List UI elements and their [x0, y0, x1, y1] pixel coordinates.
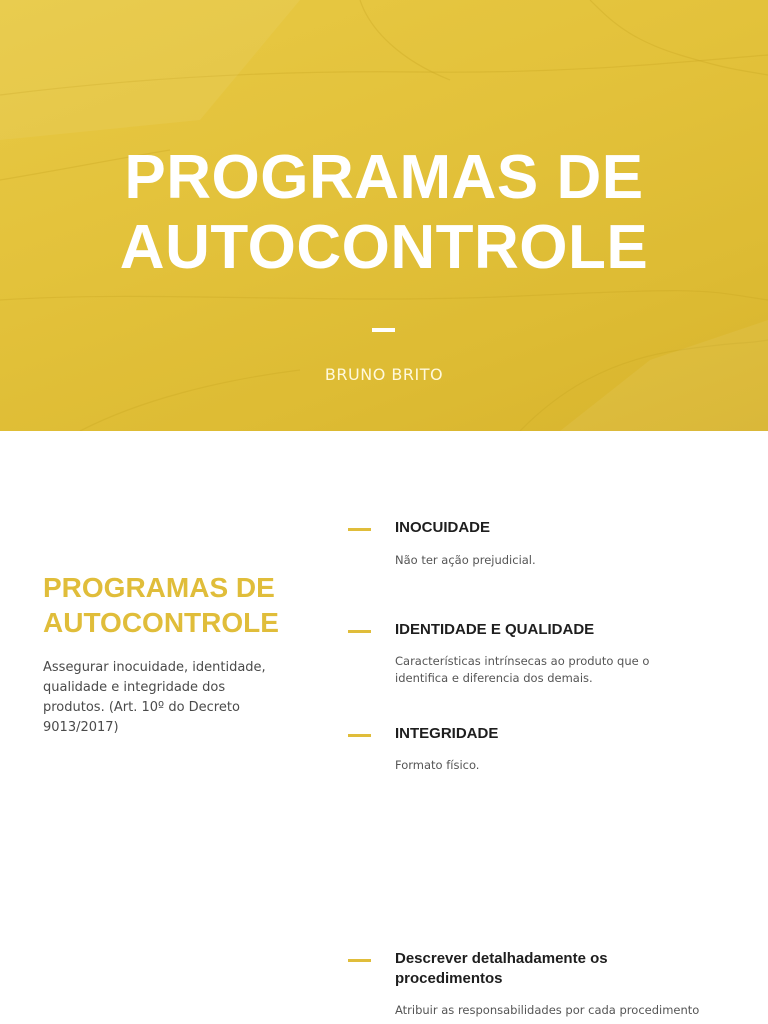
item-text: Formato físico.: [395, 758, 480, 772]
section-title-line-2: AUTOCONTROLE: [43, 607, 279, 638]
item-text: Características intrínsecas ao produto que o identifica e diferencia dos demais.: [395, 654, 650, 685]
cover-divider: [372, 328, 395, 332]
cover-title-line-2: AUTOCONTROLE: [119, 213, 649, 282]
cover-section: [0, 0, 768, 431]
item-title: Descrever detalhadamente os procedimentos: [395, 950, 608, 987]
item-title: IDENTIDADE E QUALIDADE: [395, 621, 595, 638]
cover-title: [0, 143, 768, 283]
item-dash: [348, 734, 371, 737]
item-dash: [348, 528, 371, 531]
item-title: INTEGRIDADE: [395, 725, 499, 742]
item-title: INOCUIDADE: [395, 519, 491, 536]
section-description: Assegurar inocuidade, identidade, qualidade e integridade dos produtos. (Art. 10º do Decreto 9013/2017): [43, 660, 266, 735]
cover-author: BRUNO BRITO: [324, 365, 444, 384]
section-title-line-1: PROGRAMAS DE: [43, 572, 275, 603]
cover-title-line-1: PROGRAMAS DE: [124, 143, 644, 212]
section-title: [43, 570, 323, 640]
item-dash: [348, 630, 371, 633]
item-text: Atribuir as responsabilidades por cada procedimento: [395, 1003, 700, 1017]
item-text: Não ter ação prejudicial.: [395, 553, 536, 567]
item-dash: [348, 959, 371, 962]
